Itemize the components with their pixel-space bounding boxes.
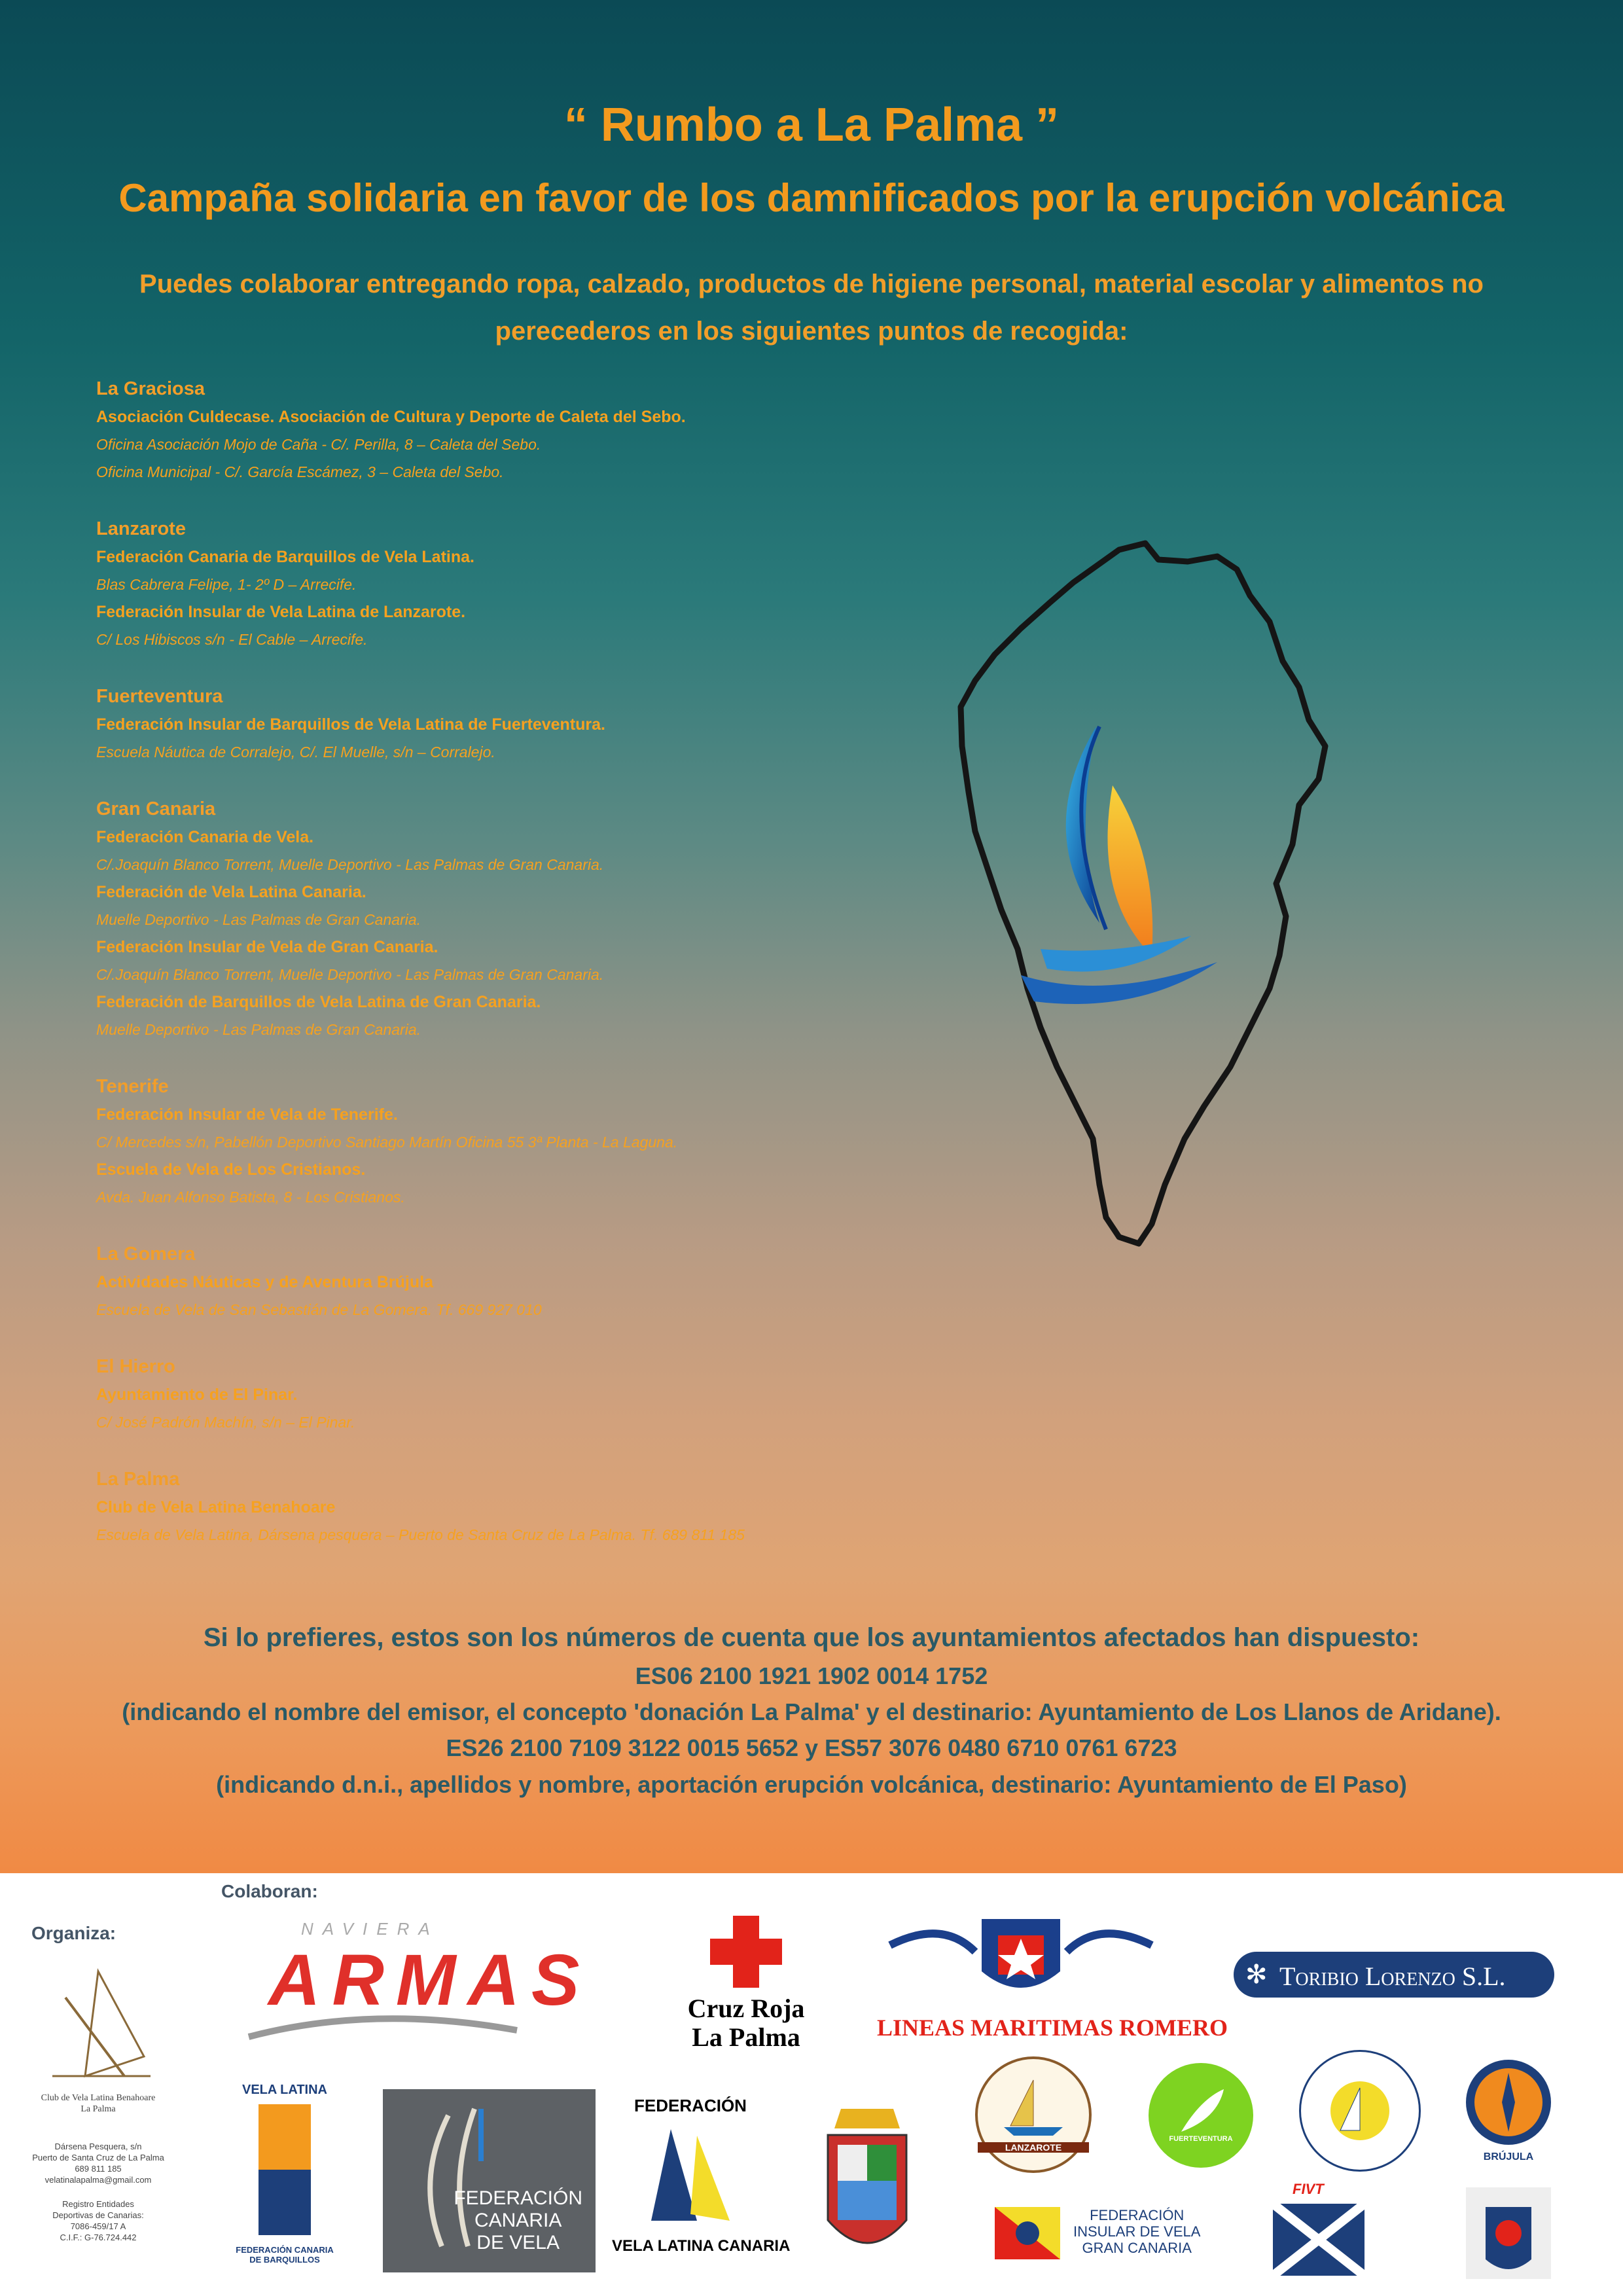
collection-point-name: Club de Vela Latina Benahoare	[96, 1498, 336, 1516]
bank-account-2: ES26 2100 7109 3122 0015 5652 y ES57 3076 0480 6710 0761 6723	[446, 1734, 1177, 1761]
collection-point-name: Actividades Náuticas y de Aventura Brújula	[96, 1273, 433, 1291]
region-block	[96, 1465, 947, 1549]
colaboran-label: Colaboran:	[221, 1881, 318, 1901]
romero-shield-icon	[877, 1906, 1165, 2011]
region-name: La Graciosa	[96, 378, 205, 399]
collection-point-name: Federación Canaria de Barquillos de Vela Latina.	[96, 548, 474, 566]
collection-point-address: Escuela de Vela de San Sebastián de La Gomera. Tf. 669 927 010	[96, 1301, 542, 1318]
collection-point-address: C/.Joaquín Blanco Torrent, Muelle Deportivo - Las Palmas de Gran Canaria.	[96, 856, 604, 873]
federacion-canaria-vela-logo: FEDERACIÓN CANARIA DE VELA	[383, 2089, 596, 2272]
collection-point-name: Federación de Barquillos de Vela Latina de Gran Canaria.	[96, 993, 541, 1011]
region-block	[96, 1352, 947, 1436]
fvlc-sails-icon	[625, 2116, 756, 2234]
collection-point-name: Escuela de Vela de Los Cristianos.	[96, 1160, 366, 1179]
region-block	[96, 682, 947, 766]
club-vela-latina-logo: Club de Vela Latina Benahoare La Palma Dársena Pesquera, s/n Puerto de Santa Cruz de La Palma 689 811 185 velatinalapalma@gmail.com Registro Entidades Deportivas de Canarias: 7086-459/17 A C.I.F.: G-76.724.442	[26, 1958, 170, 2286]
region-name: Fuerteventura	[96, 686, 223, 707]
region-block	[96, 514, 947, 653]
poster-title: “ Rumbo a La Palma ”	[563, 99, 1060, 151]
red-cross-icon	[707, 1912, 785, 1991]
collection-point-name: Federación de Vela Latina Canaria.	[96, 883, 366, 901]
region-name: La Palma	[96, 1469, 180, 1490]
collection-point-name: Ayuntamiento de El Pinar.	[96, 1386, 298, 1404]
sponsors-footer	[0, 1873, 1623, 2296]
fivt-flag-icon	[1266, 2197, 1378, 2289]
federacion-insular-lanzarote-logo: LANZAROTE	[975, 2056, 1092, 2173]
collection-point-name: Federación Insular de Barquillos de Vela Latina de Fuerteventura.	[96, 715, 606, 734]
region-name: El Hierro	[96, 1356, 175, 1377]
armas-swoosh-icon	[242, 2011, 609, 2043]
collection-point-name: Federación Insular de Vela de Tenerife.	[96, 1105, 398, 1124]
collection-point-address: Escuela de Vela Latina, Dársena pesquera – Puerto de Santa Cruz de La Palma. Tf. 689 811 185	[96, 1526, 745, 1543]
collection-point-address: C/.Joaquín Blanco Torrent, Muelle Deportivo - Las Palmas de Gran Canaria.	[96, 966, 604, 983]
el-paso-coat-of-arms-icon	[815, 2089, 919, 2266]
collection-point-address: C/ Los Hibiscos s/n - El Cable – Arrecife.	[96, 631, 368, 648]
barquillos-sail-icon	[255, 2098, 314, 2242]
region-block	[96, 1240, 947, 1323]
region-block	[96, 795, 947, 1043]
federacion-insular-vela-gran-canaria-logo: FEDERACIÓN INSULAR DE VELA GRAN CANARIA	[991, 2194, 1266, 2272]
collection-point-name: Federación Insular de Vela de Gran Canaria.	[96, 938, 438, 956]
el-pinar-emblem-icon	[1459, 2181, 1558, 2286]
intro-text: Puedes colaborar entregando ropa, calzado, productos de higiene personal, material escolar y alimentos no perecederos en los siguientes puntos de recogida:	[139, 270, 1484, 346]
region-name: La Gomera	[96, 1244, 196, 1265]
cruz-roja-logo: Cruz Roja La Palma	[687, 1912, 805, 2056]
collection-point-address: Muelle Deportivo - Las Palmas de Gran Canaria.	[96, 911, 421, 928]
la-palma-island-outline	[942, 530, 1486, 1381]
signal-flags-icon	[991, 2197, 1063, 2269]
bank-heading: Si lo prefieres, estos son los números de cuenta que los ayuntamientos afectados han dispuesto:	[203, 1623, 1420, 1652]
region-block	[96, 374, 947, 486]
organiza-label: Organiza:	[31, 1923, 116, 1943]
region-name: Tenerife	[96, 1076, 169, 1097]
collection-point-address: C/ José Padrón Machín, s/n – El Pinar.	[96, 1414, 355, 1431]
lateen-sail-icon	[26, 1958, 170, 2089]
sailboat-logo-icon	[1021, 726, 1217, 1004]
federacion-vela-latina-canaria-logo: FEDERACIÓN VELA LATINA CANARIA	[612, 2096, 791, 2255]
collection-point-address: Oficina Municipal - C/. García Escámez, 3 – Caleta del Sebo.	[96, 463, 504, 480]
collection-point-address: Avda. Juan Alfonso Batista, 8 - Los Cristianos.	[96, 1189, 405, 1206]
collection-point-name: Asociación Culdecase. Asociación de Cultura y Deporte de Caleta del Sebo.	[96, 408, 686, 426]
fivt-logo: FIVT	[1266, 2181, 1378, 2286]
toribio-lorenzo-logo: ✻ Toribio Lorenzo S.L.	[1234, 1952, 1554, 1998]
region-name: Lanzarote	[96, 518, 186, 539]
collection-point-name: Federación Insular de Vela Latina de Lanzarote.	[96, 603, 466, 621]
collection-point-address: Muelle Deportivo - Las Palmas de Gran Canaria.	[96, 1021, 421, 1038]
compass-rose-icon	[1463, 2056, 1554, 2148]
federacion-insular-fuerteventura-logo: FUERTEVENTURA	[1149, 2063, 1253, 2168]
barquillos-gc-sail-icon	[1301, 2052, 1419, 2170]
bank-note-1: (indicando el nombre del emisor, el concepto 'donación La Palma' y el destinario: Ayuntamiento de Los Llanos de Aridane).	[122, 1698, 1501, 1725]
federacion-canaria-barquillos-logo: VELA LATINA FEDERACIÓN CANARIA DE BARQUILLOS	[236, 2083, 334, 2265]
collection-point-address: Blas Cabrera Felipe, 1- 2º D – Arrecife.	[96, 576, 357, 593]
lineas-maritimas-romero-logo: LINEAS MARITIMAS ROMERO	[877, 1906, 1165, 2050]
collection-point-address: Oficina Asociación Mojo de Caña - C/. Perilla, 8 – Caleta del Sebo.	[96, 436, 541, 453]
naviera-armas-logo: NAVIERA ARMAS	[242, 1919, 609, 2043]
region-block	[96, 1072, 947, 1211]
region-name: Gran Canaria	[96, 798, 216, 819]
federacion-barquillos-gran-canaria-logo	[1299, 2050, 1421, 2172]
brujula-logo: BRÚJULA	[1459, 2056, 1558, 2174]
bank-note-2: (indicando d.n.i., apellidos y nombre, aportación erupción volcánica, destinario: Ayuntamiento de El Paso)	[216, 1771, 1407, 1798]
lanzarote-boat-icon	[994, 2073, 1073, 2139]
collection-point-address: Escuela Náutica de Corralejo, C/. El Muelle, s/n – Corralejo.	[96, 744, 495, 761]
collection-points-list	[96, 374, 947, 1577]
bank-account-1: ES06 2100 1921 1902 0014 1752	[635, 1662, 988, 1689]
poster-subtitle: Campaña solidaria en favor de los damnificados por la erupción volcánica	[118, 176, 1505, 220]
snowflake-icon: ✻	[1245, 1960, 1268, 1989]
collection-point-address: C/ Mercedes s/n, Pabellón Deportivo Santiago Martín Oficina 55 3ª Planta - La Laguna.	[96, 1134, 678, 1151]
collection-point-name: Federación Canaria de Vela.	[96, 828, 314, 846]
